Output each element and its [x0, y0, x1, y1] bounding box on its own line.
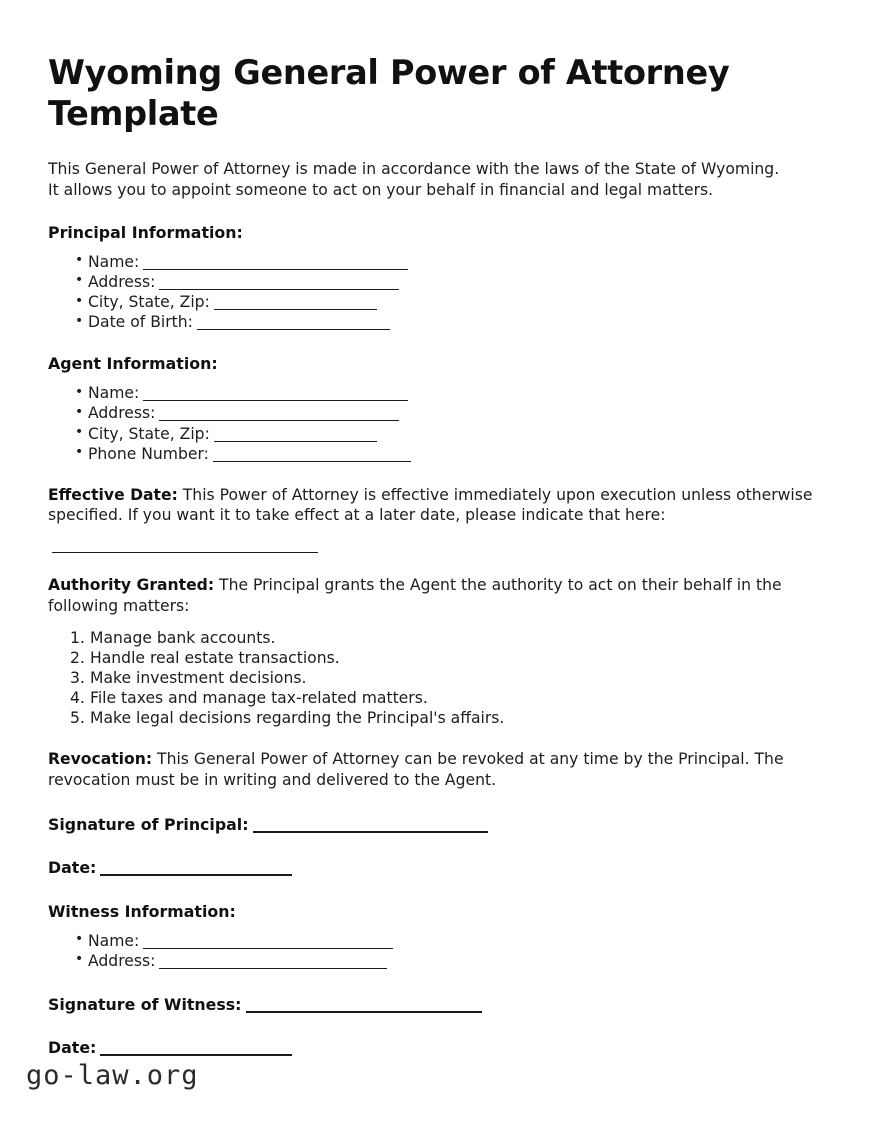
revocation-paragraph [48, 749, 818, 790]
blank-line[interactable] [52, 552, 318, 553]
list-item: File taxes and manage tax-related matters. [90, 689, 428, 708]
date-witness-label: Date: [48, 1037, 97, 1057]
section-heading-principal: Principal Information: [48, 222, 243, 242]
list-item [48, 252, 820, 272]
authority-granted-paragraph [48, 575, 818, 616]
list-item [48, 951, 820, 971]
agent-fields-list [48, 383, 820, 463]
section-heading-witness: Witness Information: [48, 901, 236, 921]
authority-matters-list [48, 628, 820, 729]
witness-fields-list [48, 931, 820, 971]
blank-line[interactable] [214, 309, 377, 310]
list-item [48, 272, 820, 292]
field-label: Address: [88, 951, 156, 970]
section-heading-agent: Agent Information: [48, 354, 218, 374]
field-label: Name: [88, 384, 140, 403]
effective-date-text: This Power of Attorney is effective immediately upon execution unless otherwise specified. If you want it to take effect at a later date, please indicate that here: [48, 485, 813, 525]
list-item [48, 292, 820, 312]
list-item [48, 424, 820, 444]
blank-line[interactable] [159, 420, 399, 421]
blank-line[interactable] [143, 948, 393, 949]
date-witness-row [48, 1038, 820, 1057]
principal-fields-list [48, 252, 820, 332]
list-item: Make investment decisions. [90, 668, 307, 687]
blank-line[interactable] [143, 400, 408, 401]
signature-of-principal-row [48, 815, 820, 834]
blank-line[interactable] [100, 874, 292, 876]
blank-line[interactable] [246, 1011, 482, 1013]
list-item [48, 312, 820, 332]
blank-line[interactable] [159, 968, 387, 969]
list-item [48, 403, 820, 423]
field-label: Name: [88, 931, 140, 950]
field-label: Date of Birth: [88, 313, 193, 332]
page-title: Wyoming General Power of Attorney Template [48, 53, 730, 134]
list-item: Manage bank accounts. [90, 628, 276, 647]
date-principal-row [48, 858, 820, 877]
effective-date-label: Effective Date: [48, 485, 178, 504]
blank-line[interactable] [253, 831, 488, 833]
list-item [48, 931, 820, 951]
field-label: Phone Number: [88, 444, 209, 463]
effective-date-blank-row [48, 535, 820, 554]
list-item [48, 383, 820, 403]
effective-date-paragraph [48, 485, 818, 526]
signature-of-principal-label: Signature of Principal: [48, 814, 249, 834]
signature-of-witness-label: Signature of Witness: [48, 994, 242, 1014]
revocation-text: This General Power of Attorney can be revoked at any time by the Principal. The revocation must be in writing and delivered to the Agent. [48, 750, 784, 789]
revocation-label: Revocation: [48, 750, 153, 769]
signature-of-witness-row [48, 995, 820, 1014]
list-item: Make legal decisions regarding the Principal's affairs. [90, 709, 505, 728]
field-label: Address: [88, 272, 156, 291]
field-label: City, State, Zip: [88, 424, 210, 443]
authority-granted-text: The Principal grants the Agent the authority to act on their behalf in the following matters: [48, 576, 782, 615]
list-item: Handle real estate transactions. [90, 648, 340, 667]
field-label: Name: [88, 252, 140, 271]
blank-line[interactable] [143, 269, 408, 270]
intro-paragraph: This General Power of Attorney is made in accordance with the laws of the State of Wyoming. It allows you to appoint someone to act on your behalf in financial and legal matters. [48, 160, 780, 200]
blank-line[interactable] [159, 289, 399, 290]
site-watermark: go-law.org [26, 1060, 199, 1091]
field-label: City, State, Zip: [88, 293, 210, 312]
list-item [48, 444, 820, 464]
field-label: Address: [88, 404, 156, 423]
blank-line[interactable] [213, 461, 411, 462]
blank-line[interactable] [214, 441, 377, 442]
blank-line[interactable] [197, 329, 390, 330]
authority-granted-label: Authority Granted: [48, 576, 215, 595]
blank-line[interactable] [100, 1054, 292, 1056]
date-principal-label: Date: [48, 857, 97, 877]
